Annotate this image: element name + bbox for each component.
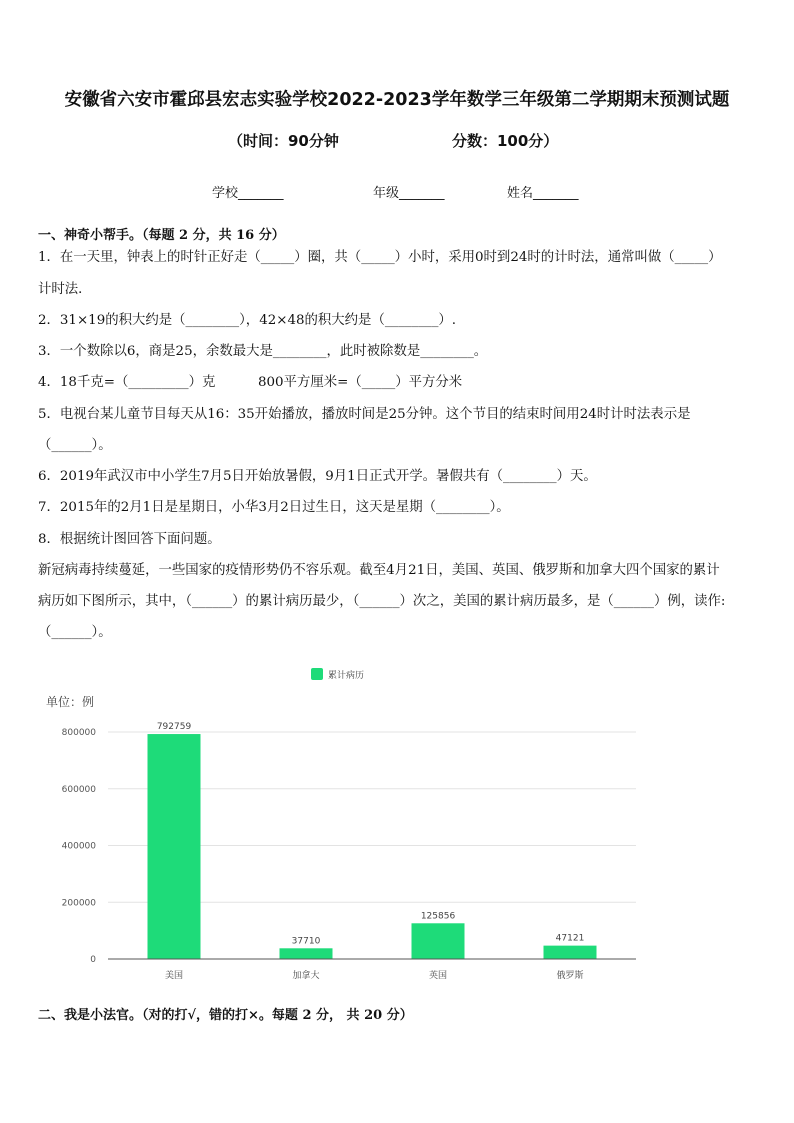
bar-value-label: 125856 xyxy=(420,911,456,922)
x-axis-ticks xyxy=(165,969,584,981)
y-tick-label: 600000 xyxy=(61,784,96,795)
question-8-line-3: （______）。 xyxy=(38,625,112,640)
bar-value-label: 47121 xyxy=(555,933,585,944)
question-5-line-2: （______）。 xyxy=(38,438,112,453)
grade-field: 年级_______ xyxy=(373,186,445,201)
bar-value-label: 37710 xyxy=(291,936,321,947)
section-2-heading: 二、我是小法官。（对的打√，错的打×。每题 2 分， 共 20 分） xyxy=(38,1008,413,1023)
x-tick-label: 英国 xyxy=(428,971,448,981)
question-4-part-1: 4．18千克=（_________）克 xyxy=(38,375,216,390)
question-2: 2．31×19的积大约是（________），42×48的积大约是（________）. xyxy=(38,313,457,328)
exam-time: （时间：90分钟 xyxy=(228,132,339,150)
x-tick-label: 加拿大 xyxy=(292,971,320,981)
exam-score: 分数：100分） xyxy=(452,132,559,150)
legend-label: 累计病历 xyxy=(328,671,365,681)
bar-value-labels xyxy=(157,722,585,946)
name-field: 姓名_______ xyxy=(507,186,579,201)
question-5-line-1: 5．电视台某儿童节目每天从16：35开始播放，播放时间是25分钟。这个节目的结束时间用24时计时法表示是 xyxy=(38,407,691,422)
question-8-line-1: 新冠病毒持续蔓延，一些国家的疫情形势仍不容乐观。截至4月21日，美国、英国、俄罗斯和加拿大四个国家的累计 xyxy=(38,563,720,578)
bar-4 xyxy=(544,946,597,959)
y-tick-label: 200000 xyxy=(61,898,96,909)
y-tick-label: 800000 xyxy=(61,728,96,738)
unit-label: 单位：例 xyxy=(46,695,95,709)
school-field: 学校_______ xyxy=(212,186,284,201)
question-1-line-2: 计时法． xyxy=(38,282,92,297)
x-tick-label: 俄罗斯 xyxy=(556,971,584,981)
y-tick-label: 400000 xyxy=(61,841,96,852)
question-8-intro: 8．根据统计图回答下面问题。 xyxy=(38,532,221,547)
legend-swatch xyxy=(311,668,323,680)
y-axis-ticks xyxy=(62,728,97,965)
y-tick-label: 0 xyxy=(90,955,96,965)
question-6: 6．2019年武汉市中小学生7月5日开始放暑假，9月1日正式开学。暑假共有（________）天。 xyxy=(38,469,597,484)
question-1-line-1: 1．在一天里，钟表上的时针正好走（_____）圈，共（_____）小时，采用0时到24时的计时法，通常叫做（_____） xyxy=(38,250,722,265)
bar-2 xyxy=(280,948,333,959)
question-3: 3．一个数除以6，商是25，余数最大是________，此时被除数是________。 xyxy=(38,344,488,359)
section-1-heading: 一、神奇小帮手。（每题 2 分，共 16 分） xyxy=(38,228,285,243)
bar-value-label: 792759 xyxy=(156,722,192,733)
question-7: 7．2015年的2月1日是星期日，小华3月2日过生日，这天是星期（________）。 xyxy=(38,500,510,515)
question-8-line-2: 病历如下图所示，其中，（______）的累计病历最少，（______）次之，美国的累计病历最多，是（______）例，读作: xyxy=(38,594,726,609)
case-count-bar-chart xyxy=(38,660,648,990)
chart-bars xyxy=(148,734,597,959)
bar-1 xyxy=(148,734,201,959)
page-title: 安徽省六安市霍邱县宏志实验学校2022-2023学年数学三年级第二学期期末预测试题 xyxy=(64,90,730,110)
x-tick-label: 美国 xyxy=(164,971,184,981)
question-4-part-2: 800平方厘米=（_____）平方分米 xyxy=(258,375,463,390)
bar-3 xyxy=(412,923,465,959)
